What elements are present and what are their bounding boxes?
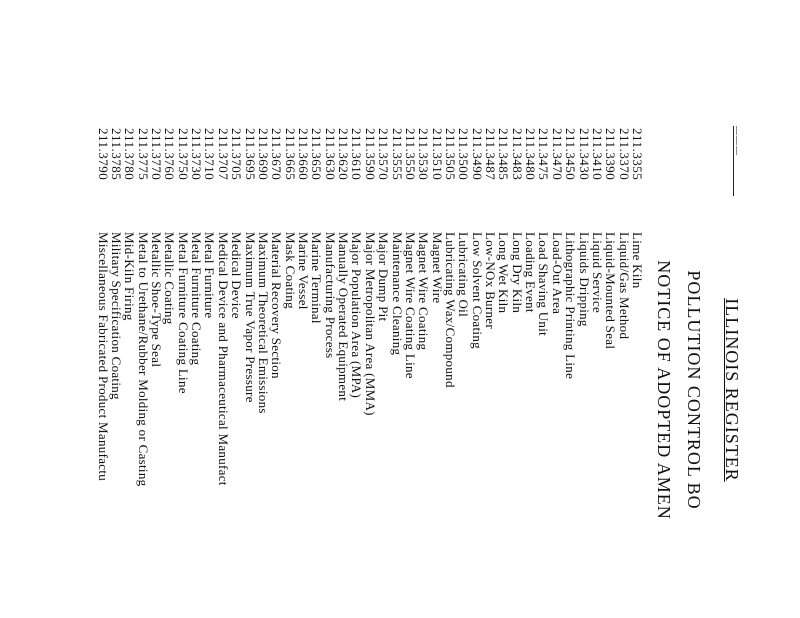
definition-entry [243,128,256,486]
section-number: 211.3483 [509,128,525,181]
section-number: 211.3770 [149,128,165,181]
section-number: 211.3355 [630,128,645,181]
defined-term: Marine Terminal [309,232,325,324]
definition-entry [163,128,176,486]
section-number: 211.3370 [616,128,632,181]
definition-entry [617,128,630,486]
defined-term: Major Metropolitan Area (MMA) [362,232,378,416]
section-number: 211.3630 [322,128,338,181]
definition-entry [524,128,537,486]
section-number: 211.3707 [215,128,231,181]
definition-entry [577,128,590,486]
definition-entry [537,128,550,486]
section-number: 211.3410 [589,128,605,181]
section-number: 211.3620 [336,128,352,181]
defined-term: Manually Operated Equipment [336,232,352,402]
definition-entry [470,128,483,486]
section-number: 211.3660 [296,128,312,181]
section-number: 211.3610 [349,128,365,181]
definition-entry [190,128,203,486]
section-number: 211.3555 [389,128,405,181]
definition-entry [484,128,497,486]
defined-term: Material Recovery Section [269,232,285,379]
defined-term: Load Shaving Unit [536,232,552,337]
definition-entry [323,128,336,486]
definitions-list [96,128,644,486]
section-number: 211.3485 [496,128,512,181]
defined-term: Manufacturing Process [322,232,338,359]
defined-term: Lubricating Wax/Compound [442,232,458,388]
definition-entry [257,128,270,486]
definition-entry [363,128,376,486]
definition-entry [217,128,230,486]
section-number: 211.3490 [469,128,485,181]
defined-term: Long Dry Kiln [509,232,525,314]
defined-term: Mask Coating [282,232,298,309]
defined-term: Load-Out Area [549,232,565,315]
defined-term: Lithographic Printing Line [563,232,579,380]
notice-title: NOTICE OF ADOPTED AMEN [654,260,674,520]
defined-term: Long Wet Kiln [496,232,512,314]
section-number: 211.3590 [362,128,378,181]
defined-term: Lime Kiln [630,232,645,289]
section-number: 211.3500 [456,128,472,181]
definition-entry [337,128,350,486]
section-number: 211.3570 [376,128,392,181]
section-number: 211.3650 [309,128,325,181]
defined-term: Lubricating Oil [456,232,472,318]
defined-term: Medical Device and Pharmaceutical Manufact [215,232,231,486]
defined-term: Metal Furniture [202,232,218,319]
defined-term: Metal Furniture Coating Line [175,232,191,394]
definition-entry [430,128,443,486]
definition-entry [377,128,390,486]
definition-entry [404,128,417,486]
definition-entry [297,128,310,486]
defined-term: Magnet Wire [429,232,445,304]
defined-term: Maximum True Vapor Pressure [242,232,258,403]
definition-entry [310,128,323,486]
definition-entry [176,128,189,486]
definition-entry [390,128,403,486]
section-number: 211.3480 [523,128,539,181]
definition-entry [444,128,457,486]
defined-term: Metallic Shoe-Type Seal [149,232,165,368]
definition-entry [417,128,430,486]
definition-entry [631,128,644,486]
definition-entry [497,128,510,486]
defined-term: Magnet Wire Coating [416,232,432,351]
section-number: 211.3475 [536,128,552,181]
defined-term: Major Population Area (MPA) [349,232,365,399]
definition-entry [270,128,283,486]
definition-entry [123,128,136,486]
definition-entry [203,128,216,486]
definition-entry [457,128,470,486]
defined-term: Marine Vessel [296,232,312,310]
defined-term: Liquid-Mounted Seal [603,232,619,350]
defined-term: Major Dump Pit [376,232,392,322]
defined-term: Maximum Theoretical Emissions [255,232,271,414]
section-number: 211.3690 [255,128,271,181]
section-number: 211.3775 [135,128,151,181]
section-number: 211.3510 [429,128,445,181]
rotated-content [0,40,742,618]
register-title-line [721,40,742,618]
definition-entry [604,128,617,486]
defined-term: Military Specification Coating [108,232,124,400]
definition-entry [230,128,243,486]
defined-term: Liquid/Gas Method [616,232,632,340]
defined-term: Medical Device [229,232,245,319]
section-number: 211.3505 [442,128,458,181]
section-number: 211.3530 [416,128,432,181]
definition-entry [136,128,149,486]
defined-term: Maintenance Cleaning [389,232,405,356]
definition-entry [150,128,163,486]
section-number: 211.3790 [95,128,111,181]
section-number: 211.3550 [402,128,418,181]
section-number: 211.3487 [483,128,499,181]
defined-term: Metallic Coating [162,232,178,325]
defined-term: Miscellaneous Fabricated Product Manufactu [95,232,111,482]
defined-term: Magnet Wire Coating Line [402,232,418,379]
definition-entry [350,128,363,486]
section-number: 211.3665 [282,128,298,181]
definition-entry [510,128,523,486]
section-number: 211.3450 [563,128,579,181]
defined-term: Liquid Service [589,232,605,314]
section-number: 211.3430 [576,128,592,181]
section-number: 211.3705 [229,128,245,181]
definition-entry [96,128,109,486]
page-marker: ——— [732,126,742,156]
section-number: 211.3695 [242,128,258,181]
definition-entry [564,128,577,486]
defined-term: Metal to Urethane/Rubber Molding or Casting [135,232,151,487]
definition-entry [550,128,563,486]
section-number: 211.3670 [269,128,285,181]
defined-term: Low Solvent Coating [469,232,485,349]
section-number: 211.3780 [122,128,138,181]
definition-entry [110,128,123,486]
definition-entry [591,128,604,486]
defined-term: Loading Event [523,232,539,313]
section-number: 211.3730 [189,128,205,181]
register-title: ILLINOIS REGISTER [722,298,742,482]
defined-term: Liquids Dripping [576,232,592,327]
definition-entry [283,128,296,486]
section-number: 211.3750 [175,128,191,181]
defined-term: Metal Furniture Coating [189,232,205,366]
section-number: 211.3785 [108,128,124,181]
section-number: 211.3390 [603,128,619,181]
section-number: 211.3760 [162,128,178,181]
board-title: POLLUTION CONTROL BO [684,270,704,510]
section-number: 211.3470 [549,128,565,181]
defined-term: Mid-Kiln Firing [122,232,138,321]
defined-term: Low-NOx Burner [483,232,499,329]
section-number: 211.3710 [202,128,218,181]
